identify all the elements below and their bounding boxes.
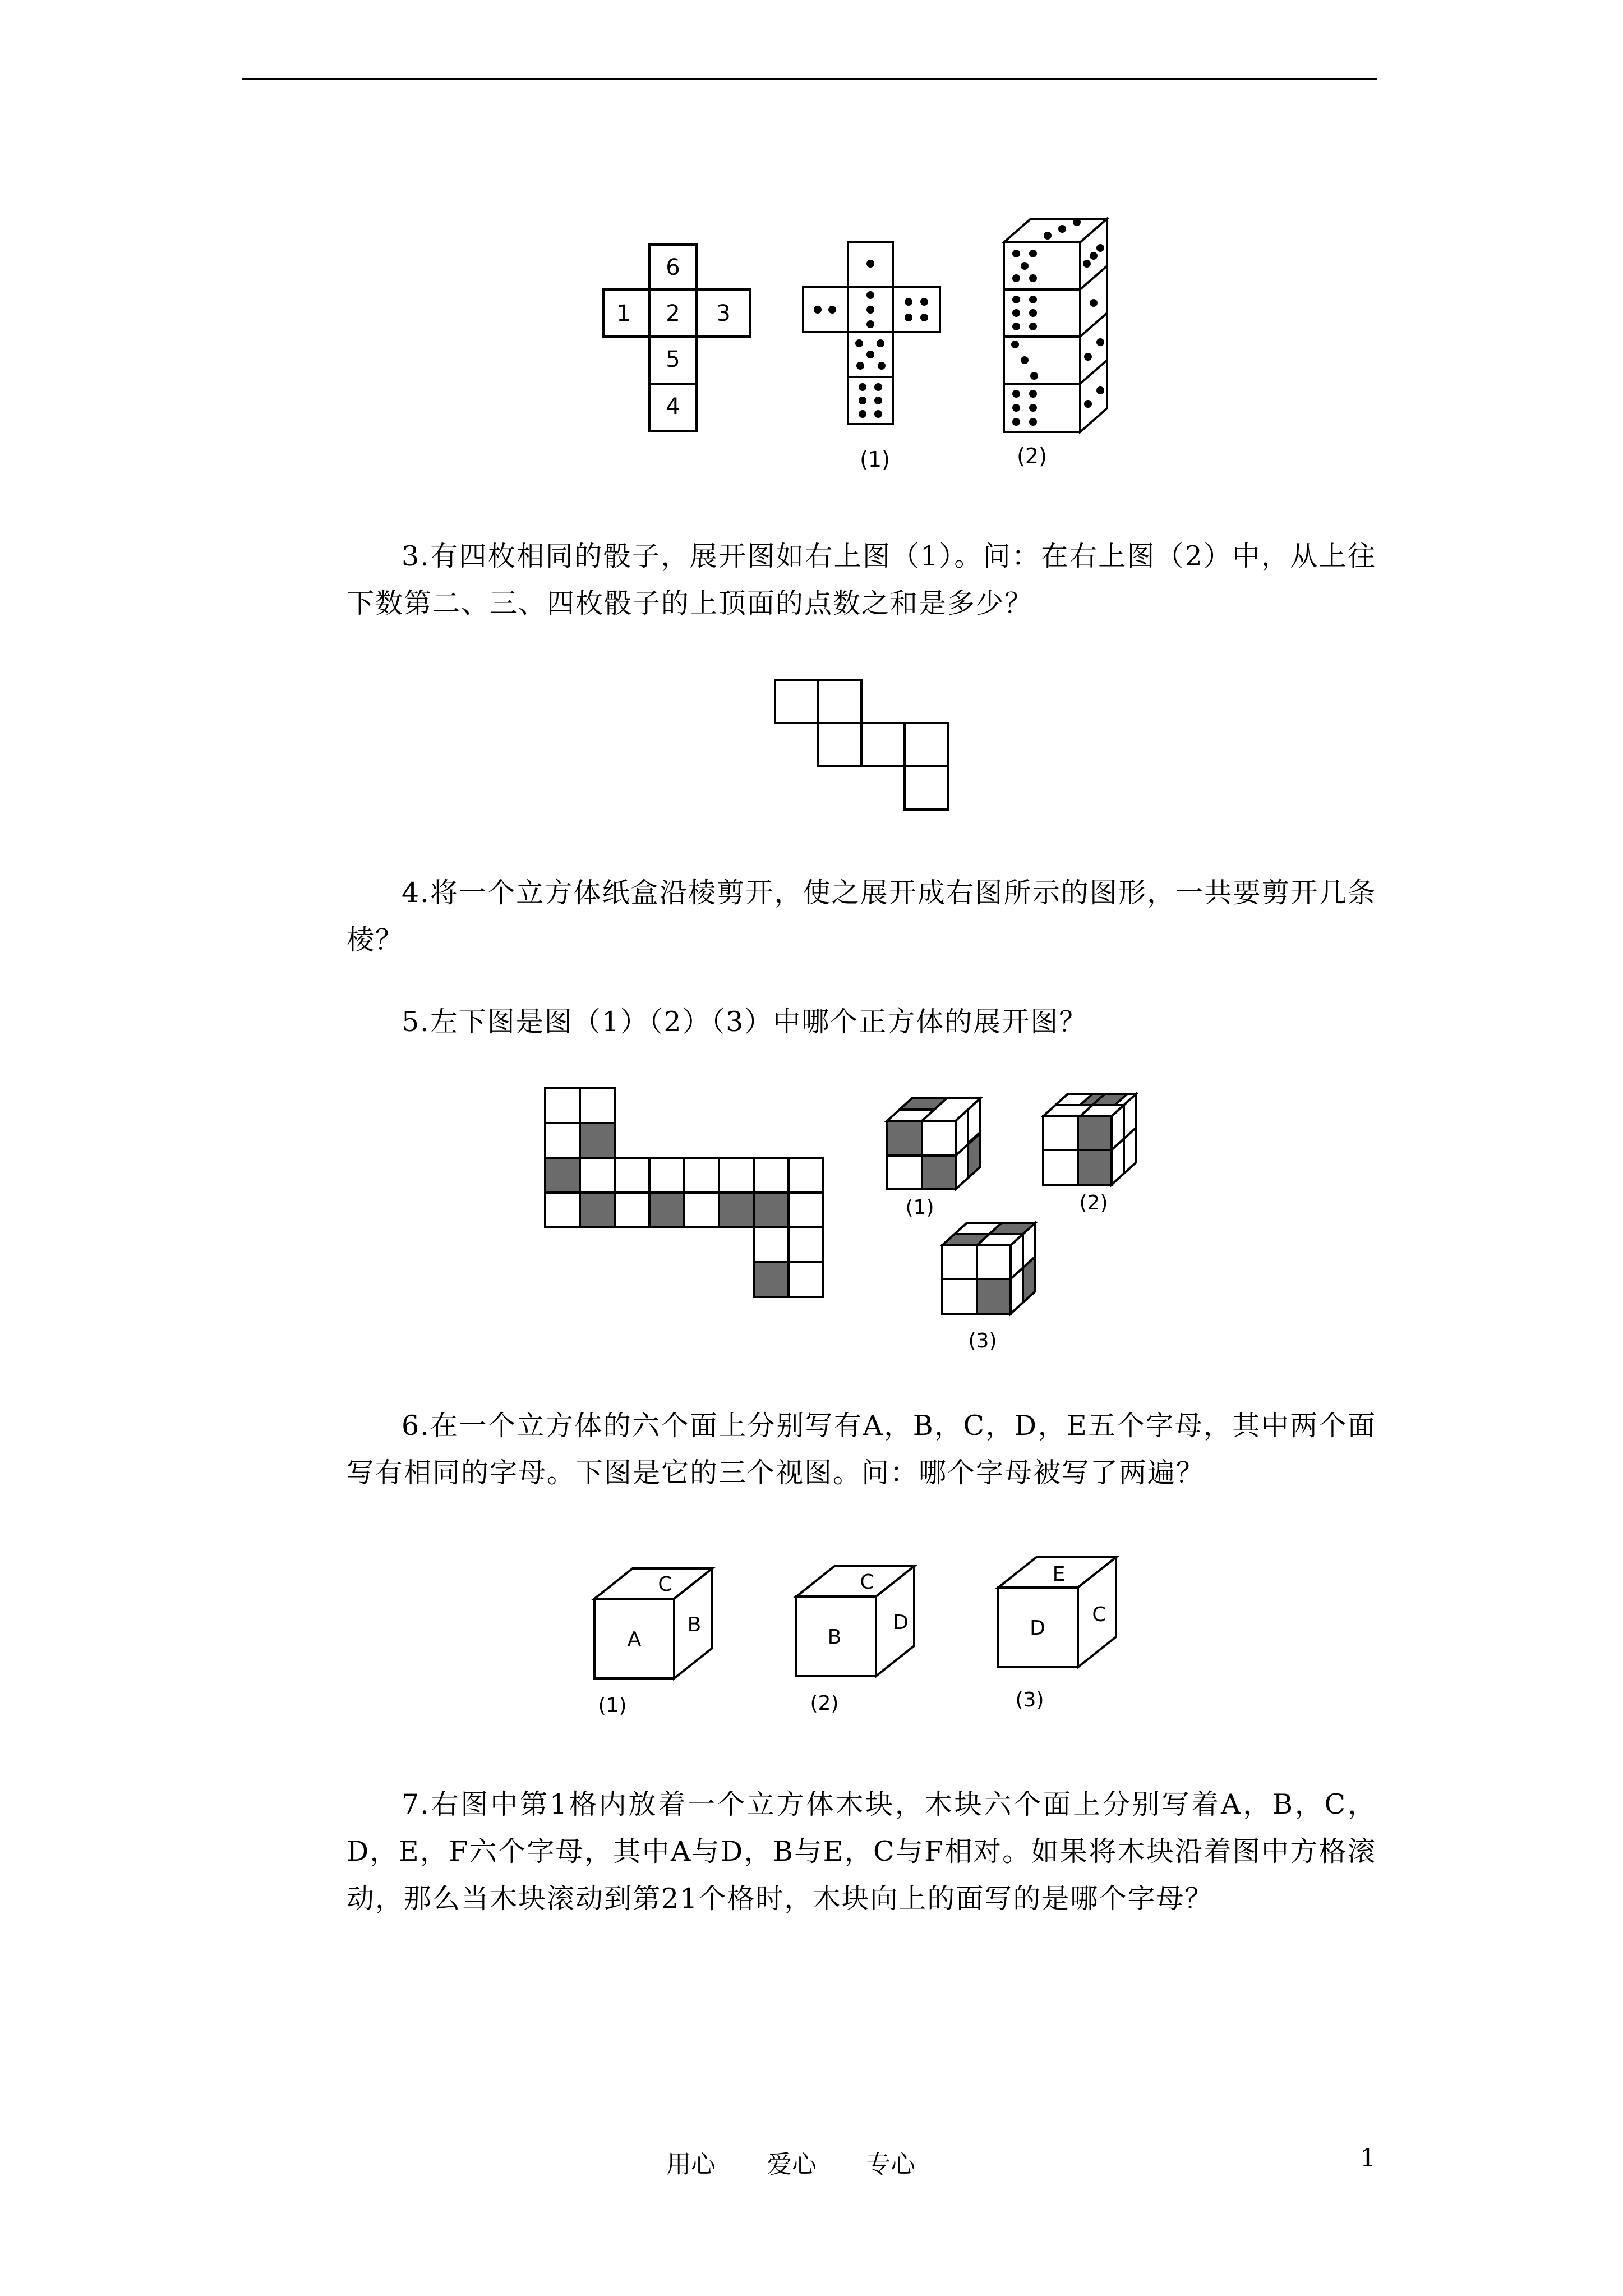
letter-cube-3-caption: (3) xyxy=(1015,1688,1044,1711)
footer-item-2: 爱心 xyxy=(767,2150,817,2179)
shaded-cube-1 xyxy=(887,1098,980,1189)
letter-cube-3-front-label: D xyxy=(1030,1617,1045,1640)
letter-cube-3-top-label: E xyxy=(1052,1563,1066,1586)
net-number-top: 6 xyxy=(666,255,680,280)
letter-cubes-figure xyxy=(561,1548,1178,1739)
footer-item-3: 专心 xyxy=(866,2150,915,2179)
letter-cube-2-front-label: B xyxy=(827,1626,842,1649)
shaded-cube-figure xyxy=(538,1077,1211,1369)
shaded-cube-2 xyxy=(1043,1094,1136,1185)
net-number-left: 1 xyxy=(616,301,631,326)
letter-cube-2-caption: (2) xyxy=(810,1692,839,1715)
net-number-right: 3 xyxy=(716,301,731,326)
net-number-bottom: 4 xyxy=(666,394,680,420)
shaded-net xyxy=(545,1088,823,1297)
letter-cube-1-side-label: B xyxy=(687,1613,702,1636)
letter-cube-1-front-label: A xyxy=(627,1628,642,1651)
letter-cube-1-top-label: C xyxy=(658,1573,672,1596)
letter-cube-2-top-label: C xyxy=(860,1571,874,1594)
question-5: 5.左下图是图（1）（2）（3）中哪个正方体的展开图？ xyxy=(402,1006,1088,1038)
page-number: 1 xyxy=(1360,2144,1376,2173)
question-7: 7.右图中第1格内放着一个立方体木块，木块六个面上分别写着A，B，C，D，E，F六个字母，其中A与D，B与E，C与F相对。如果将木块沿着图中方格滚动，那么当木块滚动到第21个格时，木块向上的面写的是哪个字母？ xyxy=(347,1788,1376,1915)
cut-net-figure xyxy=(774,679,965,819)
shaded-cube-1-caption: (1) xyxy=(905,1196,934,1219)
dot-net-caption: (1) xyxy=(860,447,890,472)
shaded-cube-3-caption: (3) xyxy=(968,1329,997,1352)
footer-item-1: 用心 xyxy=(666,2150,716,2179)
letter-cube-1-caption: (1) xyxy=(598,1694,627,1717)
shaded-cube-3 xyxy=(942,1223,1035,1314)
letter-cube-3-side-label: C xyxy=(1092,1603,1106,1626)
letter-cube-2-side-label: D xyxy=(893,1611,909,1634)
net-number-center: 2 xyxy=(666,301,680,326)
shaded-cube-2-caption: (2) xyxy=(1079,1191,1108,1214)
question-4: 4.将一个立方体纸盒沿棱剪开，使之展开成右图所示的图形，一共要剪开几条棱？ xyxy=(347,877,1376,956)
dice-figure xyxy=(0,0,1623,505)
stacked-dice-caption: (2) xyxy=(1017,444,1047,468)
question-6: 6.在一个立方体的六个面上分别写有A，B，C，D，E五个字母，其中两个面写有相同的字母。下图是它的三个视图。问：哪个字母被写了两遍？ xyxy=(347,1410,1376,1489)
question-3: 3.有四枚相同的骰子，展开图如右上图（1）。问：在右上图（2）中，从上往下数第二、三、四枚骰子的上顶面的点数之和是多少？ xyxy=(347,540,1376,619)
dot-net xyxy=(803,242,940,424)
net-number-below: 5 xyxy=(666,347,680,372)
